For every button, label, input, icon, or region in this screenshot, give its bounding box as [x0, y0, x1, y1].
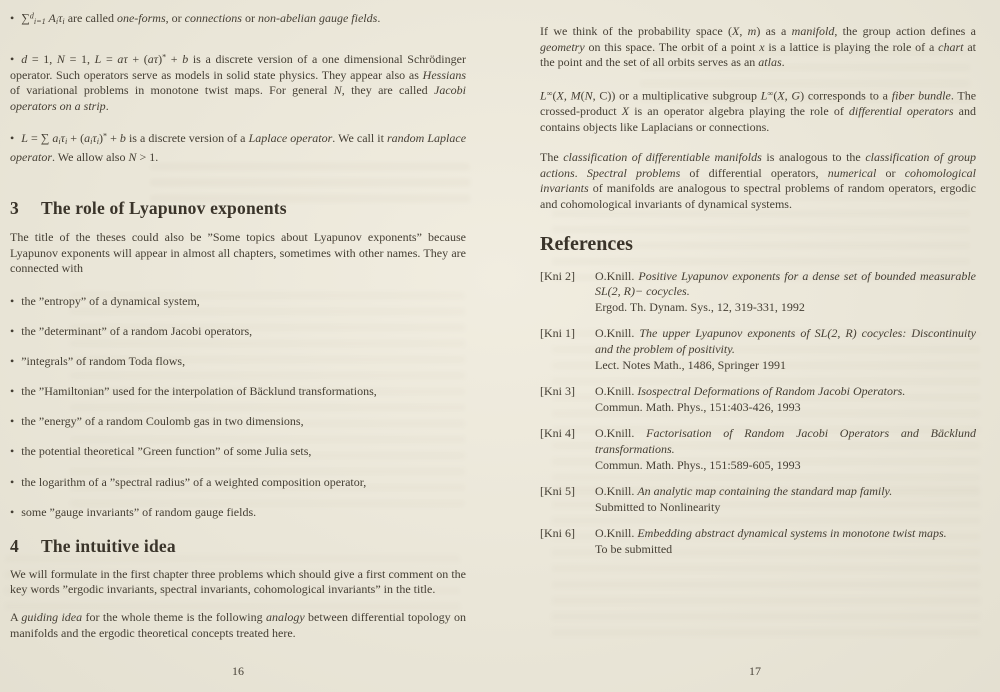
- math-bullet-laplace: [10, 128, 466, 165]
- list-item-text: the ”Hamiltonian” used for the interpolation of Bäcklund transformations,: [21, 384, 377, 399]
- bullet-marker: •: [10, 354, 15, 369]
- bullet-marker: •: [10, 10, 15, 25]
- reference-entry: [540, 326, 976, 373]
- fiber-bundle-paragraph: L∞(X, M(N, C)) or a multiplicative subgroup L∞(X, G) corresponds to a fiber bundle. The crossed-product X is an operator algebra playing the role of differential operators and contains objects like Laplacians or connections.: [540, 88, 977, 134]
- list-item: [10, 324, 466, 340]
- left-page: [10, 0, 466, 641]
- math-bullet-schroedinger-text: d = 1, N = 1, L = aτ + (aτ)* + b is a discrete version of a one dimensional Schrödinger operator. Such operators serve as models in solid state physics. They appear also as Hessians of variational problems in monotone twist maps. For general N, they are called Jacobi operators on a strip.: [10, 51, 466, 113]
- reference-entry: [540, 484, 976, 515]
- bullet-marker: •: [10, 294, 15, 309]
- bullet-marker: •: [10, 131, 15, 146]
- list-item-text: the ”energy” of a random Coulomb gas in two dimensions,: [21, 414, 304, 429]
- reference-body: [595, 426, 976, 473]
- reference-body: [595, 484, 976, 515]
- list-item: [10, 505, 466, 521]
- bullet-marker: •: [10, 324, 15, 339]
- reference-citation: O.Knill. Factorisation of Random Jacobi Operators and Bäcklund transformations.: [595, 426, 976, 456]
- reference-source: Ergod. Th. Dynam. Sys., 12, 319-331, 1992: [595, 299, 805, 314]
- section-4-number: 4: [10, 535, 19, 556]
- bullet-marker: •: [10, 444, 15, 459]
- reference-entry: [540, 269, 976, 316]
- reference-body: [595, 269, 976, 316]
- list-item-text: the potential theoretical ”Green function” of some Julia sets,: [21, 444, 312, 459]
- list-item-text: the ”entropy” of a dynamical system,: [21, 294, 200, 309]
- reference-entry: [540, 526, 976, 557]
- bullet-marker: •: [10, 504, 15, 519]
- page-number-right: 17: [749, 664, 761, 678]
- list-item: [10, 294, 466, 310]
- section-3-heading: [10, 197, 466, 219]
- manifold-analogy-paragraph: If we think of the probability space (X, m) as a manifold, the group action defines a geometry on this space. The orbit of a point x is a lattice is playing the role of a chart at the point and the set of all orbits serves as an atlas.: [540, 24, 976, 70]
- reference-source: Submitted to Nonlinearity: [595, 499, 721, 514]
- classification-paragraph: The classification of differentiable manifolds is analogous to the classification of group actions. Spectral problems of differential operators, numerical or cohomological invariants of manifolds are analogous to spectral problems of random operators, ergodic and cohomological invariants of dynamical systems.: [540, 150, 977, 212]
- reference-label: [Kni 6]: [540, 526, 575, 541]
- page-number-left: 16: [232, 664, 244, 678]
- list-item: [10, 414, 466, 430]
- bullet-marker: •: [10, 414, 15, 429]
- reference-citation: O.Knill. An analytic map containing the standard map family.: [595, 484, 893, 499]
- list-item: [10, 475, 466, 491]
- references-heading: References: [540, 232, 633, 255]
- section-4-paragraph-2: A guiding idea for the whole theme is the following analogy between differential topology on manifolds and the ergodic theoretical concepts treated here.: [10, 609, 466, 640]
- reference-label: [Kni 2]: [540, 268, 575, 283]
- reference-citation: O.Knill. Isospectral Deformations of Random Jacobi Operators.: [595, 384, 906, 399]
- section-4-heading: [10, 535, 466, 557]
- section-3-title: The role of Lyapunov exponents: [40, 198, 287, 219]
- reference-body: [595, 526, 976, 557]
- reference-source: Lect. Notes Math., 1486, Springer 1991: [595, 357, 786, 372]
- bullet-marker: •: [10, 51, 15, 66]
- list-item: [10, 444, 466, 460]
- math-bullet-schroedinger: [10, 49, 466, 114]
- reference-body: [595, 326, 976, 373]
- section-4-paragraph-1: We will formulate in the first chapter three problems which should give a first comment on the key words ”ergodic invariants, spectral invariants, cohomological invariants” in the title.: [10, 566, 466, 597]
- reference-citation: O.Knill. Positive Lyapunov exponents for a dense set of bounded measurable SL(2, R)− cocycles.: [595, 268, 976, 299]
- connections-list: [10, 294, 466, 520]
- reference-source: Commun. Math. Phys., 151:589-605, 1993: [595, 457, 801, 472]
- reference-label: [Kni 1]: [540, 326, 575, 341]
- math-bullet-one-forms-text: ∑$^d$i=1 Aiτi are called one-forms, or connections or non-abelian gauge fields.: [21, 10, 381, 26]
- reference-label: [Kni 5]: [540, 484, 575, 499]
- list-item: [10, 354, 466, 370]
- list-item-text: the logarithm of a ”spectral radius” of a weighted composition operator,: [21, 474, 367, 489]
- bullet-marker: •: [10, 384, 15, 399]
- bullet-marker: •: [10, 474, 15, 489]
- list-item: [10, 384, 466, 400]
- reference-entry: [540, 426, 976, 473]
- section-3-number: 3: [10, 198, 19, 219]
- list-item-text: the ”determinant” of a random Jacobi operators,: [21, 324, 253, 339]
- right-page: [540, 0, 976, 558]
- list-item-text: some ”gauge invariants” of random gauge fields.: [21, 504, 257, 519]
- math-bullet-laplace-text: L = ∑ aiτi + (aiτi)* + b is a discrete version of a Laplace operator. We call it random Laplace operator. We allow also N > 1.: [10, 131, 467, 164]
- list-item-text: ”integrals” of random Toda flows,: [21, 354, 186, 369]
- section-4-title: The intuitive idea: [40, 535, 176, 556]
- reference-source: Commun. Math. Phys., 151:403-426, 1993: [595, 399, 801, 414]
- reference-label: [Kni 4]: [540, 426, 575, 441]
- section-3-intro: The title of the theses could also be ”Some topics about Lyapunov exponents” because Lyapunov exponents will appear in almost all chapters, sometimes with other names. They are connected with: [10, 230, 466, 276]
- reference-label: [Kni 3]: [540, 384, 575, 399]
- math-bullet-one-forms: [10, 8, 466, 29]
- reference-body: [595, 384, 976, 415]
- reference-source: To be submitted: [595, 541, 673, 556]
- reference-citation: O.Knill. Embedding abstract dynamical systems in monotone twist maps.: [595, 526, 947, 541]
- reference-entry: [540, 384, 976, 415]
- reference-citation: O.Knill. The upper Lyapunov exponents of SL(2, R) cocycles: Discontinuity and the problem of positivity.: [595, 326, 976, 356]
